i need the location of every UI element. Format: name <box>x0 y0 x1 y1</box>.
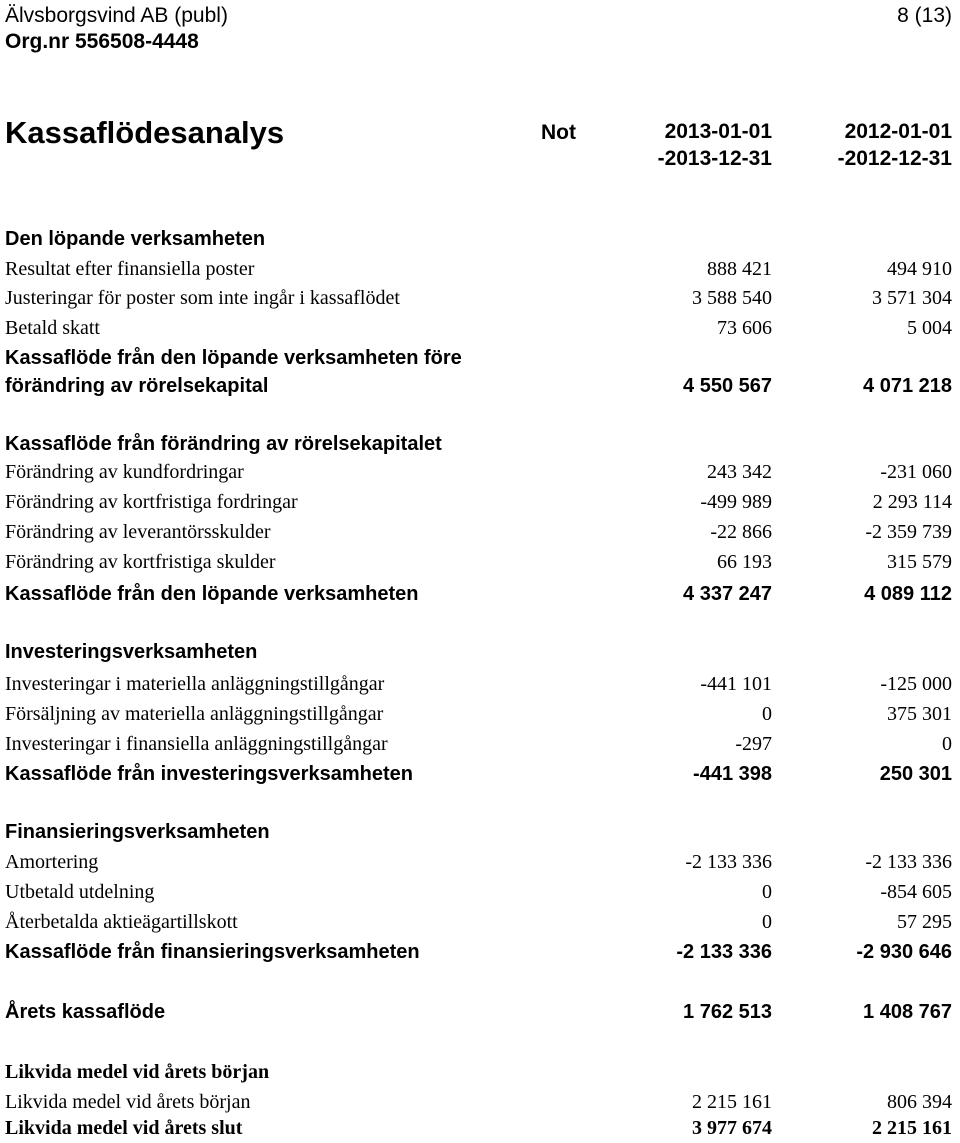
table-row <box>0 877 960 907</box>
row-label: Årets kassaflöde <box>5 1001 166 1023</box>
value-2013: 4 337 247 <box>683 583 772 605</box>
value-2013: 73 606 <box>717 317 772 339</box>
row-label: Betald skatt <box>5 317 100 339</box>
table-row <box>0 547 960 577</box>
row-label: Amortering <box>5 851 99 873</box>
value-2013: -499 989 <box>700 491 772 513</box>
value-2012: 2 215 161 <box>872 1117 952 1139</box>
row-label: Förändring av kundfordringar <box>5 461 244 483</box>
subtotal-row <box>0 759 960 789</box>
value-2012: 0 <box>942 733 952 755</box>
period-2012-header <box>838 118 952 172</box>
value-2012: 375 301 <box>887 703 952 725</box>
table-row <box>0 699 960 729</box>
value-2012: -2 133 336 <box>865 851 952 873</box>
table-row <box>0 254 960 284</box>
value-2013: -441 101 <box>700 673 772 695</box>
value-2012: -231 060 <box>880 461 952 483</box>
value-2012: 250 301 <box>879 763 952 785</box>
row-label: Likvida medel vid årets början <box>5 1061 270 1083</box>
value-2013: 3 588 540 <box>692 287 772 309</box>
value-2012: -2 359 739 <box>865 521 952 543</box>
row-label: Likvida medel vid årets slut <box>5 1117 243 1139</box>
row-label: Den löpande verksamheten <box>5 228 266 250</box>
row-label: Kassaflöde från finansieringsverksamheten <box>5 941 420 963</box>
table-row <box>0 847 960 877</box>
value-2013: -2 133 336 <box>676 941 772 963</box>
row-label: Finansieringsverksamheten <box>5 821 270 843</box>
section-heading-financing <box>0 817 960 847</box>
value-2012: 315 579 <box>887 551 952 573</box>
row-label: Investeringar i materiella anläggningstillgångar <box>5 673 385 695</box>
row-label: Utbetald utdelning <box>5 881 155 903</box>
subtotal-row <box>0 371 960 401</box>
value-2012: 494 910 <box>887 258 952 280</box>
value-2013: -22 866 <box>710 521 772 543</box>
row-label: förändring av rörelsekapital <box>5 375 269 397</box>
value-2013: -2 133 336 <box>685 851 772 873</box>
value-2013: 243 342 <box>707 461 772 483</box>
subtotal-label-line <box>0 343 960 373</box>
page-title: Kassaflödesanalys <box>5 115 285 150</box>
company-name: Älvsborgsvind AB (publ) <box>5 4 228 27</box>
row-label: Förändring av kortfristiga skulder <box>5 551 276 573</box>
table-row <box>0 729 960 759</box>
row-label: Kassaflöde från investeringsverksamheten <box>5 763 413 785</box>
row-label: Investeringar i finansiella anläggningstillgångar <box>5 733 388 755</box>
section-heading-working-capital <box>0 429 960 459</box>
value-2012: 2 293 114 <box>872 491 952 513</box>
value-2013: 1 762 513 <box>683 1001 772 1023</box>
value-2013: 0 <box>762 703 772 725</box>
section-heading-operating <box>0 224 960 254</box>
table-row <box>0 313 960 343</box>
value-2013: 0 <box>762 911 772 933</box>
table-row <box>0 457 960 487</box>
table-row <box>0 907 960 937</box>
value-2012: 1 408 767 <box>863 1001 952 1023</box>
row-label: Försäljning av materiella anläggningstillgångar <box>5 703 384 725</box>
value-2012: -125 000 <box>880 673 952 695</box>
value-2013: 3 977 674 <box>692 1117 772 1139</box>
value-2012: -2 930 646 <box>856 941 952 963</box>
subtotal-row <box>0 937 960 967</box>
row-label: Förändring av leverantörsskulder <box>5 521 271 543</box>
closing-cash-row <box>0 1113 960 1143</box>
subtotal-row <box>0 579 960 609</box>
value-2012: 806 394 <box>887 1091 952 1113</box>
value-2012: 4 089 112 <box>864 583 952 605</box>
table-row <box>0 517 960 547</box>
value-2013: 66 193 <box>717 551 772 573</box>
row-label: Justeringar för poster som inte ingår i kassaflödet <box>5 287 400 309</box>
row-label: Kassaflöde från den löpande verksamheten <box>5 583 419 605</box>
note-column-header: Not <box>541 121 576 144</box>
row-label: Återbetalda aktieägartillskott <box>5 911 238 933</box>
value-2012: -854 605 <box>880 881 952 903</box>
row-label: Likvida medel vid årets början <box>5 1091 251 1113</box>
value-2012: 3 571 304 <box>872 287 952 309</box>
value-2013: 888 421 <box>707 258 772 280</box>
table-row <box>0 669 960 699</box>
period-2012-end: -2012-12-31 <box>837 147 952 170</box>
table-row <box>0 283 960 313</box>
row-label: Förändring av kortfristiga fordringar <box>5 491 298 513</box>
section-heading-investing <box>0 637 960 667</box>
table-row <box>0 487 960 517</box>
value-2012: 4 071 218 <box>863 375 952 397</box>
value-2013: -441 398 <box>693 763 772 785</box>
row-label: Kassaflöde från den löpande verksamheten före <box>5 347 462 369</box>
org-number: Org.nr 556508-4448 <box>5 30 199 53</box>
row-label: Kassaflöde från förändring av rörelsekapitalet <box>5 433 442 455</box>
value-2013: 0 <box>762 881 772 903</box>
value-2012: 5 004 <box>907 317 952 339</box>
value-2013: -297 <box>735 733 772 755</box>
value-2013: 2 215 161 <box>692 1091 772 1113</box>
value-2013: 4 550 567 <box>683 375 772 397</box>
period-2012-start: 2012-01-01 <box>844 120 952 143</box>
page-number: 8 (13) <box>897 4 952 27</box>
period-2013-header <box>658 118 772 172</box>
row-label: Resultat efter finansiella poster <box>5 258 255 280</box>
row-label: Investeringsverksamheten <box>5 641 258 663</box>
period-2013-start: 2013-01-01 <box>664 120 772 143</box>
value-2012: 57 295 <box>897 911 952 933</box>
section-heading-cash <box>0 1057 960 1087</box>
period-2013-end: -2013-12-31 <box>657 147 772 170</box>
annual-cash-flow-row <box>0 997 960 1027</box>
